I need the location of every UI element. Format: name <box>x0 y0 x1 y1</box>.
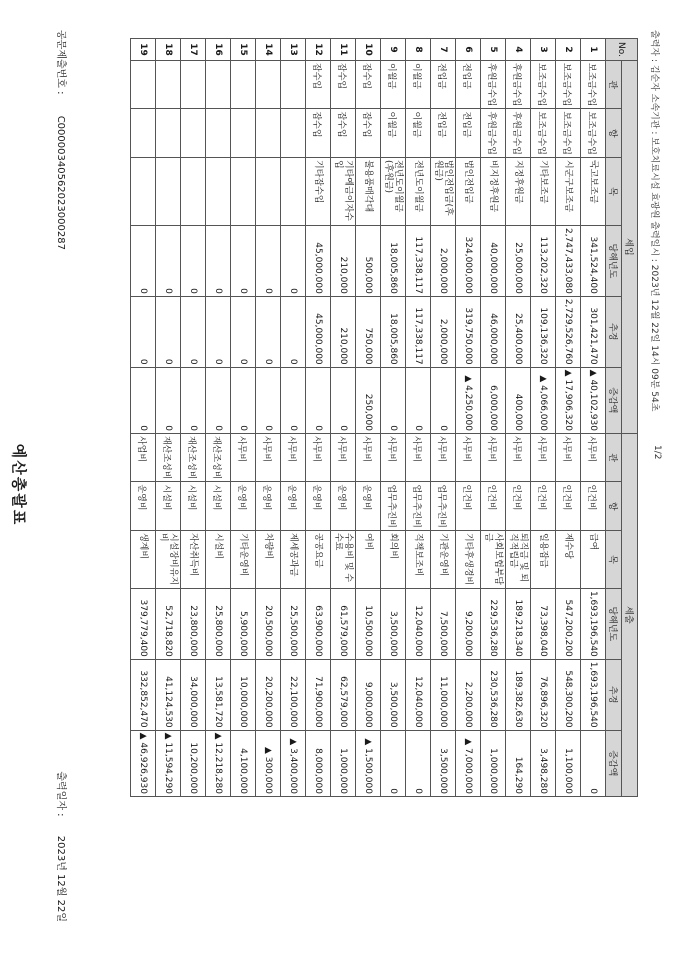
expense-mok-cell: 기관운영비 <box>431 530 456 588</box>
expense-gwan-cell: 사무비 <box>556 433 581 481</box>
expense-gwan-cell: 사무비 <box>331 433 356 481</box>
expense-gwan-cell: 사무비 <box>581 433 606 481</box>
expense-current-cell: 12,040,000 <box>406 588 431 659</box>
row-number-cell: 19 <box>131 39 156 61</box>
expense-hang-cell: 시설비 <box>206 482 231 530</box>
expense-current-cell: 25,500,000 <box>281 588 306 659</box>
expense-revised-cell: 71,900,000 <box>306 659 331 730</box>
expense-revised-cell: 34,000,000 <box>181 659 206 730</box>
income-hang-cell: 보조금수입 <box>581 109 606 157</box>
income-mok-cell: 기타잡수입 <box>306 157 331 225</box>
expense-gwan-cell: 사무비 <box>306 433 331 481</box>
income-hang-cell <box>181 109 206 157</box>
income-hang-cell <box>231 109 256 157</box>
income-current-cell: 341,524,400 <box>581 225 606 296</box>
expense-current-cell: 547,200,200 <box>556 588 581 659</box>
income-diff-cell: 0 <box>156 367 181 433</box>
income-revised-cell: 750,000 <box>356 296 381 367</box>
row-number-cell: 15 <box>231 39 256 61</box>
expense-revised-cell: 9,000,000 <box>356 659 381 730</box>
income-gwan-cell <box>181 61 206 109</box>
row-number-cell: 3 <box>531 39 556 61</box>
expense-current-cell: 229,536,280 <box>481 588 506 659</box>
income-current-cell: 2,000,000 <box>431 225 456 296</box>
income-hang-cell <box>256 109 281 157</box>
expense-gwan-cell: 사무비 <box>456 433 481 481</box>
income-gwan-cell <box>156 61 181 109</box>
print-date: 2023년 12월 22일 <box>55 835 66 922</box>
income-mok-cell: 기타보조금 <box>531 157 556 225</box>
row-number-cell: 7 <box>431 39 456 61</box>
expense-mok-cell: 자산취득비 <box>181 530 206 588</box>
expense-hang-cell: 시설비 <box>181 482 206 530</box>
row-number-cell: 5 <box>481 39 506 61</box>
doc-number: C00000340562023000287 <box>55 115 66 250</box>
expense-diff-cell: 1,000,000 <box>331 730 356 796</box>
expense-hang-cell: 인건비 <box>556 482 581 530</box>
income-section-header: 세입 <box>622 61 638 434</box>
income-revised-cell: 0 <box>206 296 231 367</box>
table-row <box>331 39 356 797</box>
expense-mok-cell: 생계비 <box>131 530 156 588</box>
income-diff-cell: 0 <box>306 367 331 433</box>
expense-revised-cell: 13,581,720 <box>206 659 231 730</box>
col-expense-revised: 추경 <box>606 659 622 730</box>
row-number-cell: 18 <box>156 39 181 61</box>
expense-gwan-cell: 사무비 <box>281 433 306 481</box>
expense-hang-cell: 인건비 <box>481 482 506 530</box>
income-current-cell: 40,000,000 <box>481 225 506 296</box>
col-income-hang: 항 <box>606 109 622 157</box>
col-income-diff: 증감액 <box>606 367 622 433</box>
expense-hang-cell: 인건비 <box>531 482 556 530</box>
expense-diff-cell: 0 <box>381 730 406 796</box>
expense-hang-cell: 운영비 <box>281 482 306 530</box>
income-gwan-cell: 잡수입 <box>306 61 331 109</box>
expense-current-cell: 5,900,000 <box>231 588 256 659</box>
expense-revised-cell: 11,000,000 <box>431 659 456 730</box>
table-row <box>581 39 606 797</box>
table-row <box>431 39 456 797</box>
row-number-cell: 13 <box>281 39 306 61</box>
income-hang-cell: 보조금수입 <box>531 109 556 157</box>
income-revised-cell: 319,750,000 <box>456 296 481 367</box>
income-mok-cell: 기타예금이자수입 <box>331 157 356 225</box>
expense-mok-cell: 제수당 <box>556 530 581 588</box>
income-mok-cell <box>231 157 256 225</box>
income-hang-cell <box>281 109 306 157</box>
income-diff-cell: 0 <box>206 367 231 433</box>
page-number: 1/2 <box>652 445 662 460</box>
income-current-cell: 0 <box>256 225 281 296</box>
income-revised-cell: 45,000,000 <box>306 296 331 367</box>
income-gwan-cell: 보조금수입 <box>581 61 606 109</box>
doc-number-header <box>55 30 70 250</box>
income-gwan-cell <box>131 61 156 109</box>
expense-revised-cell: 3,500,000 <box>381 659 406 730</box>
income-revised-cell: 117,338,117 <box>406 296 431 367</box>
expense-diff-cell: ▲ 3,400,000 <box>281 730 306 796</box>
income-hang-cell: 잡수입 <box>331 109 356 157</box>
expense-current-cell: 7,500,000 <box>431 588 456 659</box>
expense-diff-cell: ▲ 7,000,000 <box>456 730 481 796</box>
income-hang-cell <box>206 109 231 157</box>
expense-mok-cell: 공공요금 <box>306 530 331 588</box>
income-diff-cell: 0 <box>331 367 356 433</box>
expense-mok-cell: 시설비 <box>206 530 231 588</box>
expense-current-cell: 73,398,040 <box>531 588 556 659</box>
expense-revised-cell: 548,300,200 <box>556 659 581 730</box>
income-revised-cell: 301,421,470 <box>581 296 606 367</box>
expense-diff-cell: ▲ 11,594,290 <box>156 730 181 796</box>
income-revised-cell: 0 <box>281 296 306 367</box>
income-gwan-cell: 후원금수입 <box>481 61 506 109</box>
expense-revised-cell: 1,693,196,540 <box>581 659 606 730</box>
expense-current-cell: 1,693,196,540 <box>581 588 606 659</box>
income-hang-cell <box>131 109 156 157</box>
expense-current-cell: 379,779,400 <box>131 588 156 659</box>
income-current-cell: 0 <box>281 225 306 296</box>
expense-hang-cell: 업무추진비 <box>406 482 431 530</box>
section-header-row <box>622 39 638 797</box>
income-revised-cell: 109,136,320 <box>531 296 556 367</box>
expense-gwan-cell: 사업비 <box>131 433 156 481</box>
expense-hang-cell: 운영비 <box>331 482 356 530</box>
income-diff-cell: ▲ 4,066,000 <box>531 367 556 433</box>
expense-revised-cell: 230,536,280 <box>481 659 506 730</box>
income-diff-cell: 0 <box>406 367 431 433</box>
row-number-cell: 14 <box>256 39 281 61</box>
income-hang-cell: 보조금수입 <box>556 109 581 157</box>
income-mok-cell <box>131 157 156 225</box>
row-number-cell: 16 <box>206 39 231 61</box>
expense-gwan-cell: 사무비 <box>381 433 406 481</box>
income-diff-cell: 400,000 <box>506 367 531 433</box>
income-diff-cell: 6,000,000 <box>481 367 506 433</box>
table-row <box>206 39 231 797</box>
expense-gwan-cell: 사무비 <box>256 433 281 481</box>
expense-gwan-cell: 사무비 <box>531 433 556 481</box>
income-hang-cell: 전입금 <box>456 109 481 157</box>
income-current-cell: 210,000 <box>331 225 356 296</box>
income-revised-cell: 2,000,000 <box>431 296 456 367</box>
expense-diff-cell: 1,100,000 <box>556 730 581 796</box>
income-current-cell: 0 <box>156 225 181 296</box>
income-gwan-cell <box>206 61 231 109</box>
income-diff-cell: 250,000 <box>356 367 381 433</box>
expense-gwan-cell: 재산조성비 <box>156 433 181 481</box>
income-gwan-cell: 전입금 <box>456 61 481 109</box>
income-mok-cell: 법인전입금 <box>456 157 481 225</box>
income-mok-cell: 시군구보조금 <box>556 157 581 225</box>
row-number-cell: 10 <box>356 39 381 61</box>
expense-mok-cell: 시설장비유지비 <box>156 530 181 588</box>
expense-hang-cell: 운영비 <box>256 482 281 530</box>
expense-gwan-cell: 사무비 <box>431 433 456 481</box>
income-revised-cell: 46,000,000 <box>481 296 506 367</box>
expense-gwan-cell: 재산조성비 <box>181 433 206 481</box>
expense-hang-cell: 업무추진비 <box>431 482 456 530</box>
expense-revised-cell: 332,852,470 <box>131 659 156 730</box>
expense-diff-cell: 3,498,280 <box>531 730 556 796</box>
income-revised-cell: 0 <box>156 296 181 367</box>
expense-diff-cell: ▲ 1,500,000 <box>356 730 381 796</box>
income-gwan-cell: 잡수입 <box>356 61 381 109</box>
income-hang-cell <box>156 109 181 157</box>
income-current-cell: 0 <box>231 225 256 296</box>
col-expense-gwan: 관 <box>606 433 622 481</box>
income-gwan-cell <box>281 61 306 109</box>
expense-diff-cell: ▲ 300,000 <box>256 730 281 796</box>
income-mok-cell <box>181 157 206 225</box>
print-date-label: 출력일자 : <box>55 771 66 817</box>
income-gwan-cell: 후원금수입 <box>506 61 531 109</box>
income-diff-cell: 0 <box>281 367 306 433</box>
income-diff-cell: ▲ 17,906,320 <box>556 367 581 433</box>
expense-mok-cell: 회의비 <box>381 530 406 588</box>
row-number-cell: 2 <box>556 39 581 61</box>
income-current-cell: 0 <box>181 225 206 296</box>
col-expense-mok: 목 <box>606 530 622 588</box>
col-income-mok: 목 <box>606 157 622 225</box>
expense-current-cell: 10,500,000 <box>356 588 381 659</box>
income-mok-cell: 법인전입금(후원금) <box>431 157 456 225</box>
expense-mok-cell: 사회보험부담금 <box>481 530 506 588</box>
income-revised-cell: 18,005,860 <box>381 296 406 367</box>
expense-diff-cell: 4,100,000 <box>231 730 256 796</box>
income-mok-cell: 전년도이월금(후원금) <box>381 157 406 225</box>
income-gwan-cell: 전입금 <box>431 61 456 109</box>
expense-revised-cell: 22,100,000 <box>281 659 306 730</box>
row-number-cell: 9 <box>381 39 406 61</box>
income-gwan-cell: 보조금수입 <box>556 61 581 109</box>
row-number-cell: 17 <box>181 39 206 61</box>
expense-diff-cell: 10,200,000 <box>181 730 206 796</box>
expense-revised-cell: 41,124,530 <box>156 659 181 730</box>
expense-diff-cell: 8,000,000 <box>306 730 331 796</box>
expense-mok-cell: 급여 <box>581 530 606 588</box>
income-hang-cell: 전입금 <box>431 109 456 157</box>
income-revised-cell: 0 <box>256 296 281 367</box>
expense-diff-cell: 0 <box>581 730 606 796</box>
expense-revised-cell: 189,382,630 <box>506 659 531 730</box>
income-revised-cell: 0 <box>231 296 256 367</box>
expense-hang-cell: 인건비 <box>581 482 606 530</box>
expense-current-cell: 63,900,000 <box>306 588 331 659</box>
expense-revised-cell: 20,200,000 <box>256 659 281 730</box>
expense-diff-cell: 164,290 <box>506 730 531 796</box>
income-diff-cell: 0 <box>256 367 281 433</box>
table-row <box>231 39 256 797</box>
expense-hang-cell: 운영비 <box>306 482 331 530</box>
income-mok-cell: 국고보조금 <box>581 157 606 225</box>
table-row <box>406 39 431 797</box>
income-mok-cell: 불용품매각대 <box>356 157 381 225</box>
expense-hang-cell: 운영비 <box>131 482 156 530</box>
expense-gwan-cell: 사무비 <box>356 433 381 481</box>
income-mok-cell <box>156 157 181 225</box>
income-current-cell: 45,000,000 <box>306 225 331 296</box>
column-header-row <box>606 39 622 797</box>
income-diff-cell: ▲ 40,102,930 <box>581 367 606 433</box>
income-gwan-cell: 이월금 <box>381 61 406 109</box>
row-number-cell: 8 <box>406 39 431 61</box>
table-row <box>131 39 156 797</box>
expense-current-cell: 189,218,340 <box>506 588 531 659</box>
expense-revised-cell: 12,040,000 <box>406 659 431 730</box>
table-row <box>481 39 506 797</box>
income-current-cell: 324,000,000 <box>456 225 481 296</box>
expense-mok-cell: 제세공과금 <box>281 530 306 588</box>
footer-info: 출력자 : 김순자 소속기관 : 보호치료시설 효광원 출력일시 : 2023년 12월 22일 14시 09분 54초 <box>649 30 659 412</box>
income-hang-cell: 잡수입 <box>356 109 381 157</box>
table-row <box>356 39 381 797</box>
table-row <box>506 39 531 797</box>
expense-hang-cell: 운영비 <box>231 482 256 530</box>
income-mok-cell: 지정후원금 <box>506 157 531 225</box>
expense-current-cell: 23,800,000 <box>181 588 206 659</box>
income-current-cell: 0 <box>206 225 231 296</box>
expense-current-cell: 20,500,000 <box>256 588 281 659</box>
income-current-cell: 2,747,433,080 <box>556 225 581 296</box>
income-revised-cell: 25,400,000 <box>506 296 531 367</box>
income-diff-cell: 0 <box>431 367 456 433</box>
table-row <box>306 39 331 797</box>
expense-mok-cell: 일용잡급 <box>531 530 556 588</box>
income-hang-cell: 이월금 <box>381 109 406 157</box>
income-revised-cell: 210,000 <box>331 296 356 367</box>
expense-mok-cell: 차량비 <box>256 530 281 588</box>
expense-mok-cell: 직책보조비 <box>406 530 431 588</box>
col-expense-hang: 항 <box>606 482 622 530</box>
income-gwan-cell <box>256 61 281 109</box>
table-row <box>556 39 581 797</box>
page-title: 예산총괄표 <box>10 443 28 527</box>
col-no: No. <box>606 39 638 61</box>
table-row <box>181 39 206 797</box>
income-mok-cell <box>206 157 231 225</box>
income-diff-cell: 0 <box>231 367 256 433</box>
expense-gwan-cell: 사무비 <box>481 433 506 481</box>
income-hang-cell: 이월금 <box>406 109 431 157</box>
table-row <box>381 39 406 797</box>
print-date-header <box>55 771 70 922</box>
expense-hang-cell: 업무추진비 <box>381 482 406 530</box>
expense-section-header: 세출 <box>622 433 638 796</box>
expense-revised-cell: 76,896,320 <box>531 659 556 730</box>
expense-current-cell: 9,200,000 <box>456 588 481 659</box>
income-mok-cell <box>256 157 281 225</box>
table-row <box>256 39 281 797</box>
expense-gwan-cell: 사무비 <box>231 433 256 481</box>
income-current-cell: 25,000,000 <box>506 225 531 296</box>
expense-hang-cell: 인건비 <box>456 482 481 530</box>
expense-diff-cell: 3,500,000 <box>431 730 456 796</box>
budget-table <box>130 38 638 797</box>
col-expense-current: 당해년도 <box>606 588 622 659</box>
row-number-cell: 6 <box>456 39 481 61</box>
expense-diff-cell: ▲ 46,926,930 <box>131 730 156 796</box>
expense-current-cell: 52,718,820 <box>156 588 181 659</box>
expense-hang-cell: 시설비 <box>156 482 181 530</box>
income-diff-cell: ▲ 4,250,000 <box>456 367 481 433</box>
income-mok-cell <box>281 157 306 225</box>
table-row <box>456 39 481 797</box>
income-current-cell: 500,000 <box>356 225 381 296</box>
expense-revised-cell: 2,200,000 <box>456 659 481 730</box>
income-gwan-cell: 이월금 <box>406 61 431 109</box>
income-gwan-cell <box>231 61 256 109</box>
expense-diff-cell: 1,000,000 <box>481 730 506 796</box>
col-income-revised: 추경 <box>606 296 622 367</box>
expense-current-cell: 3,500,000 <box>381 588 406 659</box>
expense-diff-cell: ▲ 12,218,280 <box>206 730 231 796</box>
expense-gwan-cell: 사무비 <box>506 433 531 481</box>
income-diff-cell: 0 <box>181 367 206 433</box>
expense-hang-cell: 인건비 <box>506 482 531 530</box>
expense-mok-cell: 수용비 및 수수료 <box>331 530 356 588</box>
income-gwan-cell: 보조금수입 <box>531 61 556 109</box>
income-current-cell: 18,005,860 <box>381 225 406 296</box>
expense-diff-cell: 0 <box>406 730 431 796</box>
expense-revised-cell: 10,000,000 <box>231 659 256 730</box>
expense-gwan-cell: 사무비 <box>406 433 431 481</box>
income-revised-cell: 0 <box>131 296 156 367</box>
expense-hang-cell: 운영비 <box>356 482 381 530</box>
income-mok-cell: 비지정후원금 <box>481 157 506 225</box>
expense-current-cell: 61,579,000 <box>331 588 356 659</box>
income-revised-cell: 2,729,526,760 <box>556 296 581 367</box>
table-row <box>281 39 306 797</box>
expense-mok-cell: 여비 <box>356 530 381 588</box>
row-number-cell: 1 <box>581 39 606 61</box>
expense-revised-cell: 62,579,000 <box>331 659 356 730</box>
income-current-cell: 117,338,117 <box>406 225 431 296</box>
income-current-cell: 0 <box>131 225 156 296</box>
row-number-cell: 12 <box>306 39 331 61</box>
expense-mok-cell: 퇴직금 및 퇴직적립금 <box>506 530 531 588</box>
income-hang-cell: 후원금수입 <box>481 109 506 157</box>
income-revised-cell: 0 <box>181 296 206 367</box>
col-income-gwan: 관 <box>606 61 622 109</box>
expense-mok-cell: 기타운영비 <box>231 530 256 588</box>
income-gwan-cell: 잡수입 <box>331 61 356 109</box>
row-number-cell: 4 <box>506 39 531 61</box>
expense-gwan-cell: 재산조성비 <box>206 433 231 481</box>
income-diff-cell: 0 <box>381 367 406 433</box>
income-diff-cell: 0 <box>131 367 156 433</box>
expense-mok-cell: 기타후생경비 <box>456 530 481 588</box>
income-hang-cell: 잡수입 <box>306 109 331 157</box>
income-mok-cell: 전년도이월금 <box>406 157 431 225</box>
col-expense-diff: 증감액 <box>606 730 622 796</box>
doc-number-label: 공문제출번호 : <box>55 30 66 95</box>
row-number-cell: 11 <box>331 39 356 61</box>
table-row <box>531 39 556 797</box>
income-current-cell: 113,202,320 <box>531 225 556 296</box>
income-hang-cell: 후원금수입 <box>506 109 531 157</box>
expense-current-cell: 25,800,000 <box>206 588 231 659</box>
table-row <box>156 39 181 797</box>
col-income-current: 당해년도 <box>606 225 622 296</box>
